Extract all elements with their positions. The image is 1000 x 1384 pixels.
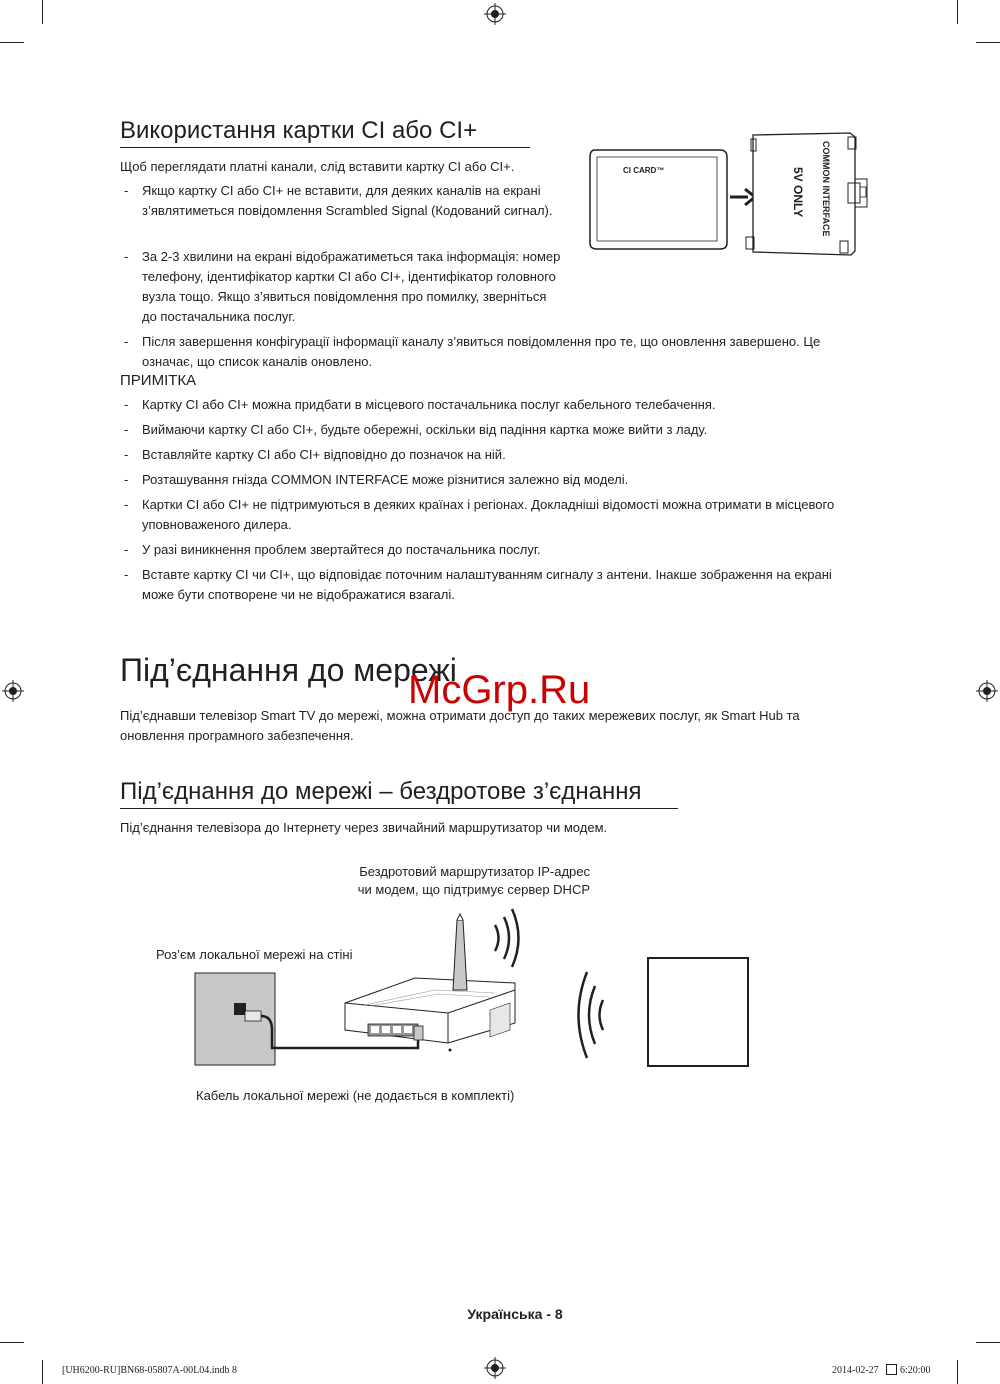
router-icon bbox=[345, 978, 515, 1052]
page-number: Українська - 8 bbox=[467, 1306, 563, 1322]
crop-mark bbox=[957, 0, 958, 24]
list-item: - Виймаючи картку CI або CI+, будьте обережні, оскільки від падіння картка може вийти з ладу. bbox=[120, 420, 850, 440]
ci-card-label: CI CARD™ bbox=[623, 166, 665, 175]
list-item: - Картки CI або CI+ не підтримуються в деяких країнах і регіонах. Докладніші відомості можна отримати в місцевого уповноваженого дилера. bbox=[120, 495, 850, 535]
ci-card-figure bbox=[585, 125, 885, 260]
footer-date: 2014-02-27 bbox=[832, 1365, 879, 1376]
router-label bbox=[290, 863, 590, 899]
router-label-line: Бездротовий маршрутизатор IP-адрес bbox=[359, 864, 590, 879]
list-item: - Вставляйте картку CI або CI+ відповідно до позначок на ній. bbox=[120, 445, 850, 465]
ci-list bbox=[120, 181, 570, 226]
list-item: - Якщо картку CI або CI+ не вставити, для деяких каналів на екрані з’являтиметься повідомлення Scrambled Signal (Кодований сигнал). bbox=[120, 181, 570, 221]
wireless-intro: Під’єднання телевізора до Інтернету через звичайний маршрутизатор чи модем. bbox=[120, 820, 608, 835]
tv-icon bbox=[648, 958, 748, 1066]
footer-time: 6:20:00 bbox=[900, 1365, 931, 1376]
list-item: - У разі виникнення проблем звертайтеся до постачальника послуг. bbox=[120, 540, 850, 560]
cable-label: Кабель локальної мережі (не додається в комплекті) bbox=[196, 1088, 515, 1103]
list-item-text: - За 2-3 хвилини на екрані відображатиметься така інформація: номер телефону, ідентифікатор картки CI або CI+, ідентифікатор головного вузла тощо. Якщо з’явиться повідомлення про помилку, зверніться до постачальника послуг. bbox=[142, 249, 561, 324]
antenna-icon bbox=[453, 914, 467, 990]
network-intro: Під’єднавши телевізор Smart TV до мережі, можна отримати доступ до таких мережевих послуг, як Smart Hub та оновлення програмного забезпечення. bbox=[120, 708, 800, 743]
crop-mark bbox=[957, 1360, 958, 1384]
watermark: McGrp.Ru bbox=[408, 668, 591, 712]
section-rule bbox=[120, 808, 678, 809]
wall-panel bbox=[195, 973, 275, 1065]
slot-label-5v-only: 5V ONLY bbox=[791, 167, 805, 218]
crop-mark bbox=[0, 1342, 24, 1343]
section-title-ci-card: Використання картки CI або CI+ bbox=[120, 117, 478, 144]
ci-slot bbox=[746, 133, 867, 255]
registration-mark-bottom bbox=[484, 1357, 506, 1379]
crop-mark bbox=[976, 1342, 1000, 1343]
list-item: - Картку CI або CI+ можна придбати в місцевого постачальника послуг кабельного телебачення. bbox=[120, 395, 850, 415]
section-rule bbox=[120, 147, 530, 148]
registration-mark-top bbox=[484, 3, 506, 25]
crop-mark bbox=[42, 1360, 43, 1384]
crop-mark bbox=[976, 42, 1000, 43]
footer-file: [UH6200-RU]BN68-05807A-00L04.indb 8 bbox=[62, 1365, 237, 1376]
registration-mark-right bbox=[976, 680, 998, 702]
registration-mark-left bbox=[2, 680, 24, 702]
note-list bbox=[120, 395, 850, 610]
page-title-network: Під’єднання до мережі bbox=[120, 652, 457, 688]
slot-label-common-interface: COMMON INTERFACE bbox=[821, 141, 831, 237]
ci-card bbox=[590, 150, 727, 249]
footer-clock-icon bbox=[886, 1364, 897, 1375]
list-item: - Розташування гнізда COMMON INTERFACE може різнитися залежно від моделі. bbox=[120, 470, 850, 490]
network-diagram bbox=[190, 900, 750, 1070]
arrow-icon bbox=[730, 189, 755, 205]
list-item: - Після завершення конфігурації інформації каналу з’явиться повідомлення про те, що оновлення завершено. Це означає, що список каналів оновлено. bbox=[120, 332, 867, 372]
section-title-wireless: Під’єднання до мережі – бездротове з’єднання bbox=[120, 778, 642, 805]
router-label-line: чи модем, що підтримує сервер DHCP bbox=[357, 882, 590, 897]
list-item: - Вставте картку CI чи CI+, що відповідає поточним налаштуванням сигналу з антени. Інакше зображення на екрані може бути спотворене чи не відображатися взагалі. bbox=[120, 565, 850, 605]
ci-list-wide bbox=[120, 247, 870, 377]
crop-mark bbox=[42, 0, 43, 24]
section-intro: Щоб переглядати платні канали, слід вставити картку CI або CI+. bbox=[120, 159, 515, 174]
crop-mark bbox=[0, 42, 24, 43]
wall-socket-label: Роз’єм локальної мережі на стіні bbox=[156, 947, 353, 962]
note-title: ПРИМІТКА bbox=[120, 372, 197, 389]
